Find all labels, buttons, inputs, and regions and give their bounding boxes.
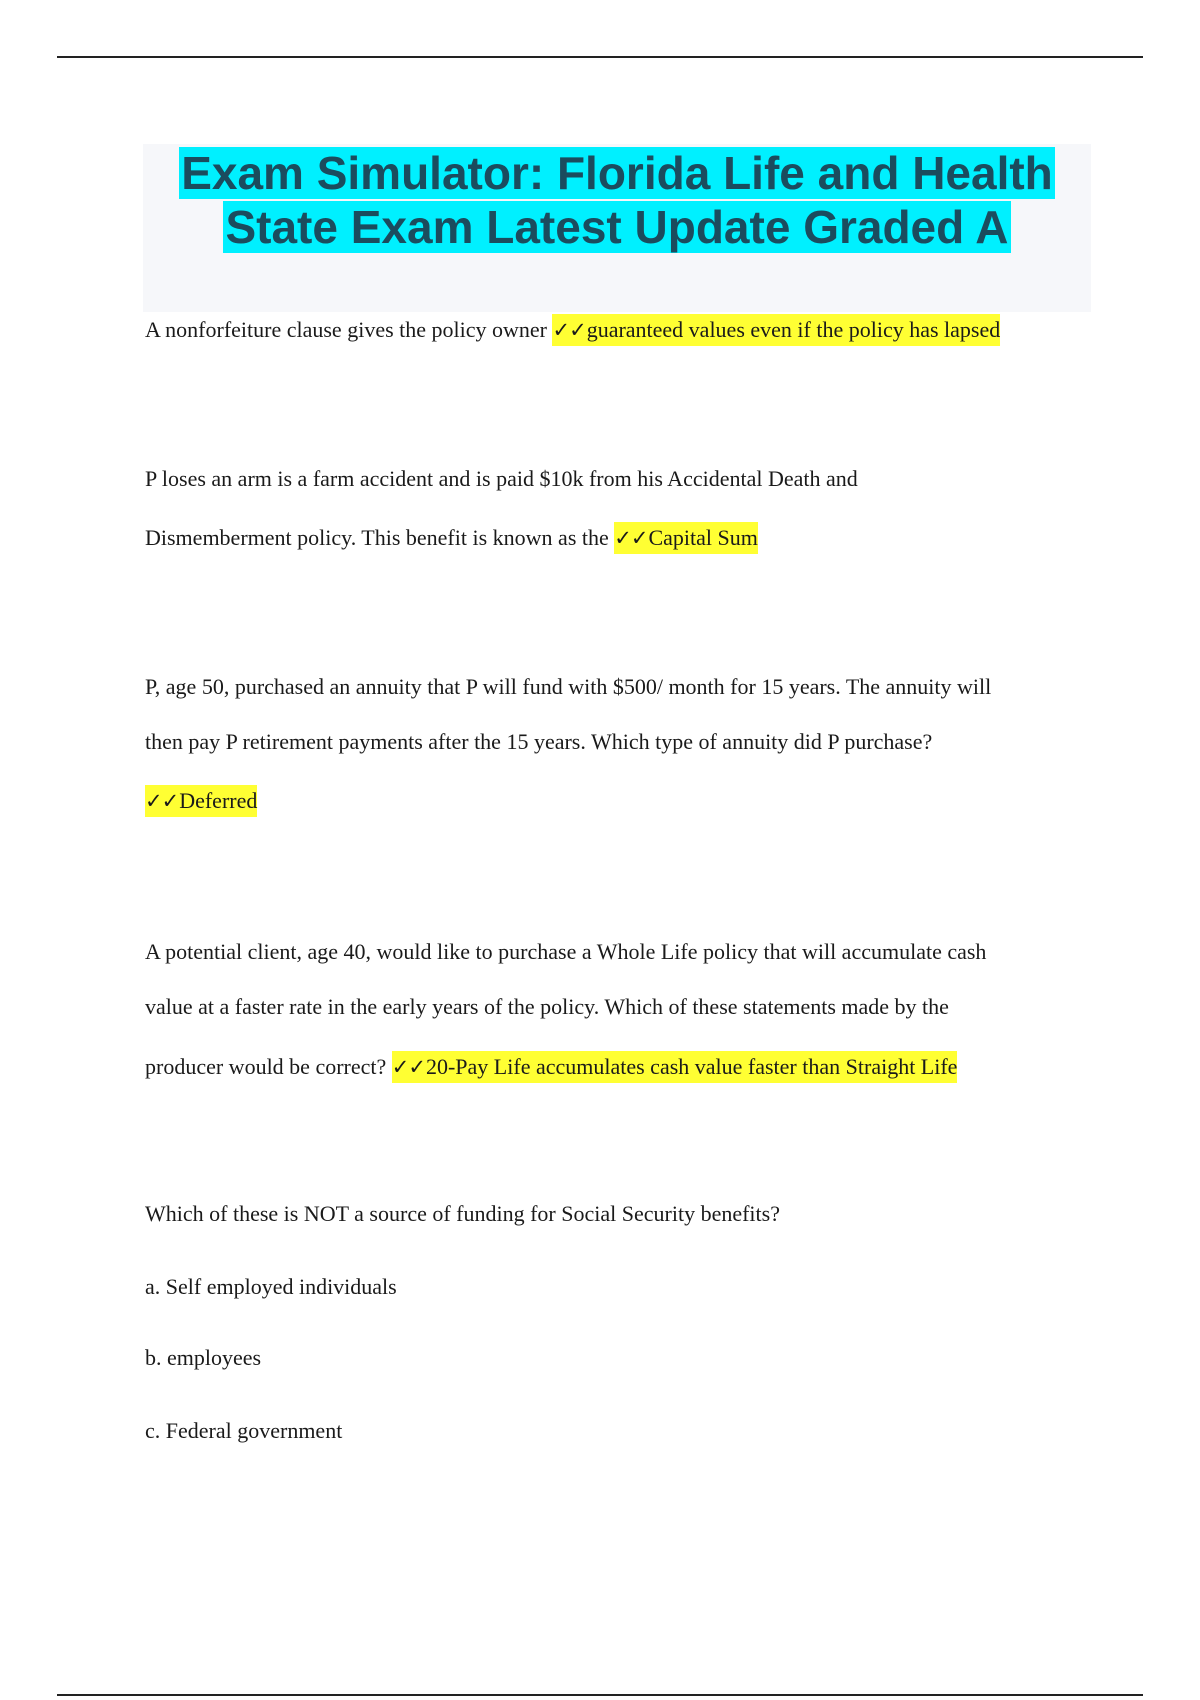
double-check-icon: ✓✓ <box>552 318 586 342</box>
title-line-2: State Exam Latest Update Graded A <box>225 201 1009 253</box>
question-4-line-3: producer would be correct? <box>145 1054 387 1079</box>
option-c: c. Federal government <box>145 1418 343 1443</box>
title-line-1: Exam Simulator: Florida Life and Health <box>181 147 1053 199</box>
answer-3-text: Deferred <box>179 788 258 813</box>
question-1 <box>145 318 1105 342</box>
double-check-icon: ✓✓ <box>145 789 179 813</box>
question-3-line-1: P, age 50, purchased an annuity that P will fund with $500/ month for 15 years. The annuity will <box>145 674 992 699</box>
answer-4-text: 20-Pay Life accumulates cash value faster than Straight Life <box>425 1054 958 1079</box>
question-4 <box>145 1055 1105 1079</box>
answer-3 <box>145 785 257 817</box>
question-3 <box>145 789 1105 813</box>
question-5: Which of these is NOT a source of funding for Social Security benefits? <box>145 1201 780 1226</box>
title-block <box>143 144 1091 312</box>
option-b: b. employees <box>145 1345 262 1370</box>
answer-1 <box>552 314 1000 346</box>
bottom-rule <box>57 1694 1143 1696</box>
question-4-line-1: A potential client, age 40, would like to purchase a Whole Life policy that will accumulate cash <box>145 939 987 964</box>
answer-2 <box>614 522 758 554</box>
answer-2-text: Capital Sum <box>648 525 758 550</box>
page-title <box>143 144 1091 254</box>
question-1-text: A nonforfeiture clause gives the policy owner <box>145 317 547 342</box>
question-2-line-2: Dismemberment policy. This benefit is known as the <box>145 525 609 550</box>
question-3-line-2: then pay P retirement payments after the 15 years. Which type of annuity did P purchase? <box>145 729 933 754</box>
answer-4 <box>392 1051 958 1083</box>
question-2 <box>145 526 1105 550</box>
option-a: a. Self employed individuals <box>145 1274 397 1299</box>
double-check-icon: ✓✓ <box>614 526 648 550</box>
top-rule <box>57 56 1143 58</box>
answer-1-text: guaranteed values even if the policy has lapsed <box>586 317 1001 342</box>
question-2-line-1: P loses an arm is a farm accident and is paid $10k from his Accidental Death and <box>145 466 858 491</box>
double-check-icon: ✓✓ <box>391 1055 425 1079</box>
question-4-line-2: value at a faster rate in the early years of the policy. Which of these statements made by the <box>145 994 949 1019</box>
